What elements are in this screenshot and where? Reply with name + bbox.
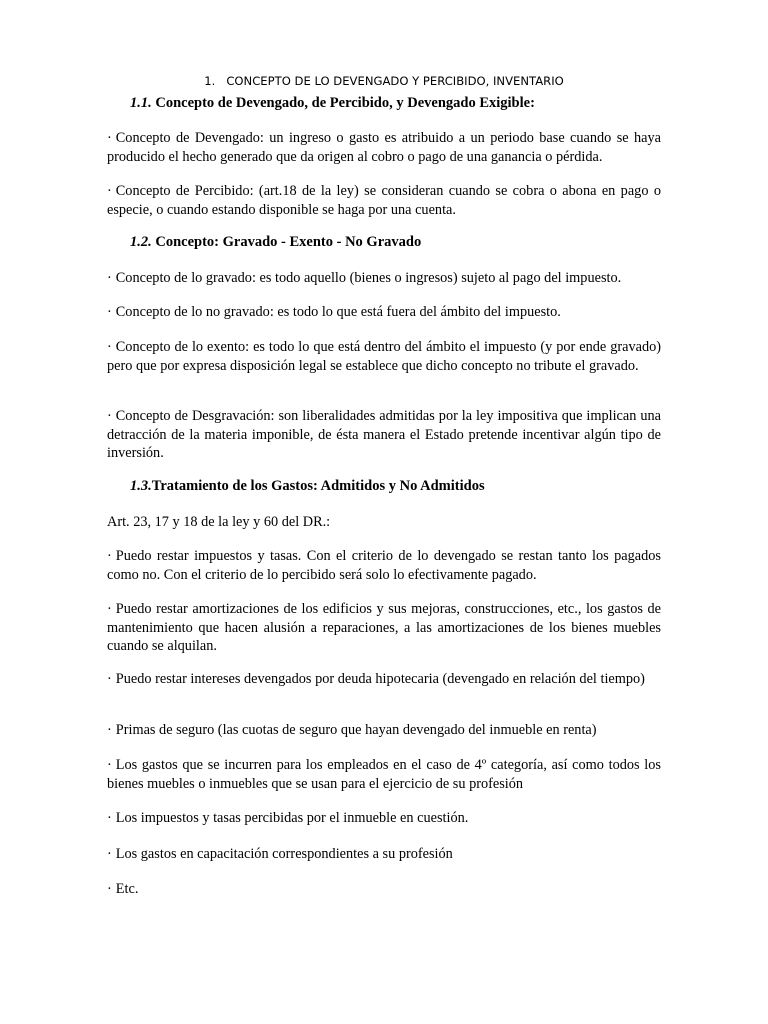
paragraph (107, 880, 661, 899)
paragraph-text: Primas de seguro (las cuotas de seguro que hayan devengado del inmueble en renta) (115, 722, 597, 738)
paragraph (107, 547, 661, 584)
paragraph-text: Los gastos que se incurren para los empleados en el caso de 4º categoría, así como todos los bienes muebles o inmuebles que se usan para el ejercicio de su profesión (107, 757, 661, 792)
bullet: · (107, 339, 112, 355)
section-number: 1.1. (130, 95, 152, 111)
paragraph (107, 182, 661, 219)
section-title: Concepto de Devengado, de Percibido, y Devengado Exigible: (155, 95, 535, 111)
paragraph (107, 129, 661, 166)
bullet: · (107, 304, 112, 320)
paragraph-text: Los impuestos y tasas percibidas por el inmueble en cuestión. (115, 810, 469, 826)
paragraph-text: Concepto de lo exento: es todo lo que está dentro del ámbito el impuesto (y por ende gravado) pero que por expresa disposición legal se establece que dicho concepto no tribute el gravado. (107, 339, 661, 374)
document-title (107, 74, 661, 88)
paragraph-text: Concepto de lo no gravado: es todo lo que está fuera del ámbito del impuesto. (115, 304, 561, 320)
bullet: · (107, 846, 112, 862)
paragraph-text: Puedo restar impuestos y tasas. Con el criterio de lo devengado se restan tanto los pagados como no. Con el criterio de lo percibido será solo lo efectivamente pagado. (107, 548, 661, 583)
bullet: · (107, 810, 112, 826)
paragraph-text: Concepto de Desgravación: son liberalidades admitidas por la ley impositiva que implican una detracción de la materia imponible, de ésta manera el Estado pretende incentivar algún tipo de inversión. (107, 408, 661, 461)
paragraph-text: Puedo restar intereses devengados por deuda hipotecaria (devengado en relación del tiempo) (115, 671, 645, 687)
bullet: · (107, 757, 112, 773)
bullet: · (107, 548, 112, 564)
paragraph (107, 407, 661, 463)
paragraph (107, 721, 661, 740)
section-heading-1-1 (130, 95, 535, 112)
paragraph (107, 600, 661, 656)
bullet: · (107, 881, 112, 897)
bullet: · (107, 671, 112, 687)
paragraph (107, 845, 661, 864)
section-number: 1.3. (130, 478, 152, 494)
paragraph-text: Etc. (115, 881, 139, 897)
title-text: CONCEPTO DE LO DEVENGADO Y PERCIBIDO, INVENTARIO (226, 74, 564, 88)
paragraph (107, 670, 661, 689)
paragraph (107, 809, 661, 828)
paragraph-intro (107, 513, 661, 532)
paragraph (107, 756, 661, 793)
paragraph-text: Puedo restar amortizaciones de los edificios y sus mejoras, construcciones, etc., los gastos de mantenimiento que hacen alusión a reparaciones, a las amortizaciones de los bienes muebles cuando se alquilan. (107, 601, 661, 654)
bullet: · (107, 183, 112, 199)
bullet: · (107, 130, 112, 146)
bullet: · (107, 270, 112, 286)
paragraph (107, 303, 661, 322)
bullet: · (107, 601, 112, 617)
title-number: 1. (204, 74, 216, 88)
section-number: 1.2. (130, 234, 152, 250)
paragraph (107, 269, 661, 288)
bullet: · (107, 408, 112, 424)
section-title: Tratamiento de los Gastos: Admitidos y No Admitidos (151, 478, 485, 494)
paragraph-text: Concepto de Devengado: un ingreso o gasto es atribuido a un periodo base cuando se haya producido el hecho generado que da origen al cobro o pago de una ganancia o pérdida. (107, 130, 661, 165)
paragraph-text: Art. 23, 17 y 18 de la ley y 60 del DR.: (107, 514, 331, 530)
paragraph-text: Concepto de Percibido: (art.18 de la ley) se consideran cuando se cobra o abona en pago o especie, o cuando estando disponible se haga por una cuenta. (107, 183, 661, 218)
section-title: Concepto: Gravado - Exento - No Gravado (155, 234, 422, 250)
paragraph-text: Los gastos en capacitación correspondientes a su profesión (115, 846, 453, 862)
paragraph-text: Concepto de lo gravado: es todo aquello (bienes o ingresos) sujeto al pago del impuesto. (115, 270, 622, 286)
section-heading-1-3 (130, 478, 485, 495)
paragraph (107, 338, 661, 375)
bullet: · (107, 722, 112, 738)
section-heading-1-2 (130, 234, 421, 251)
